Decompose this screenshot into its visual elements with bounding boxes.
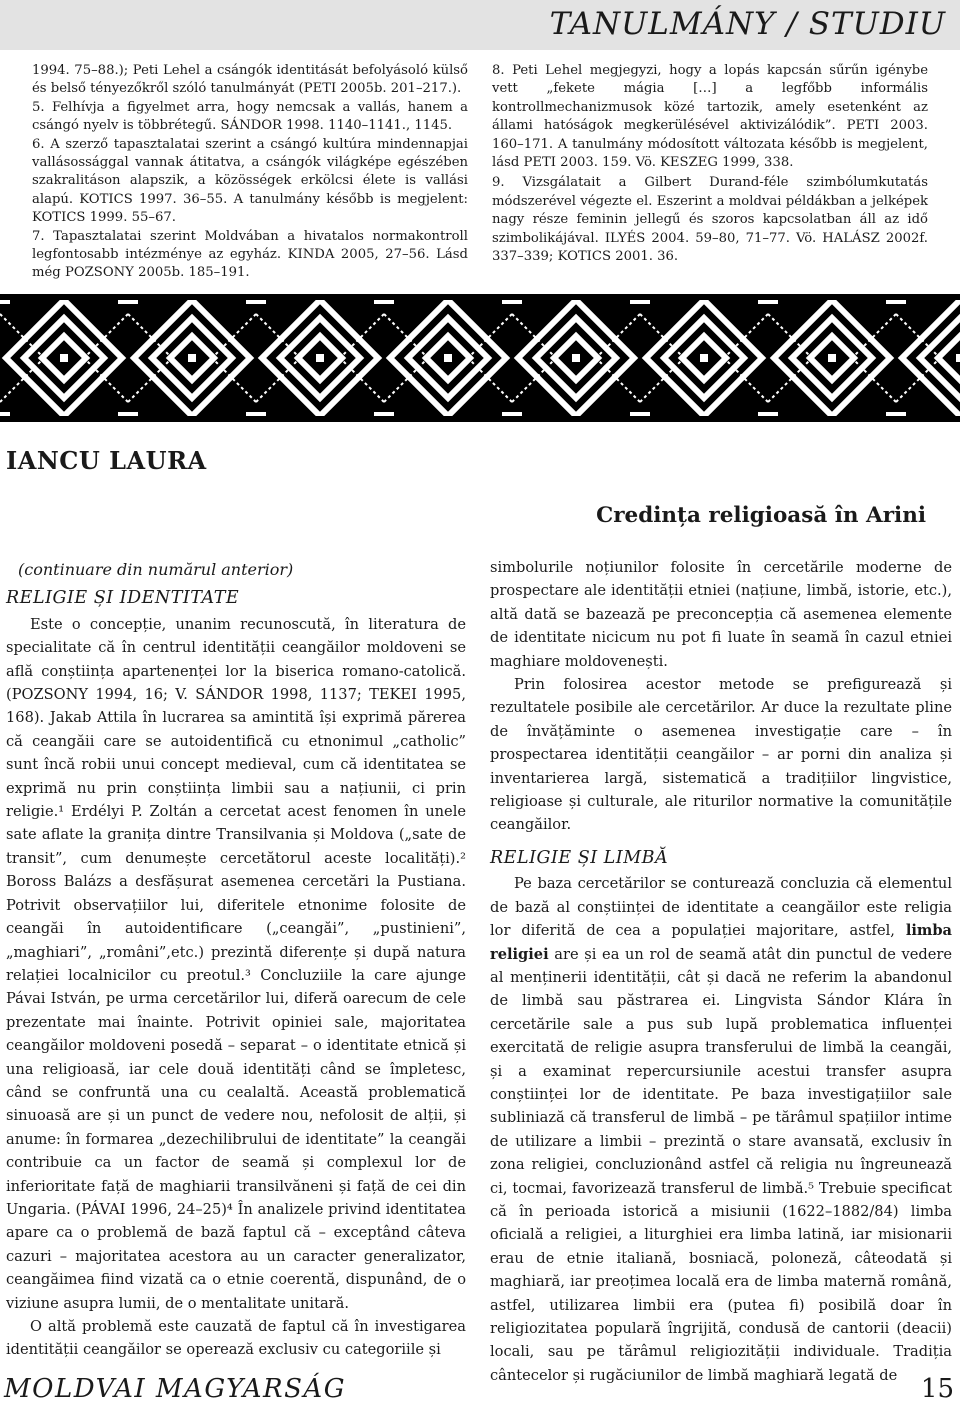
paragraph: Prin folosirea acestor metode se prefigurează și rezultatele posibile ale cercetărilor. Ar duce la rezultate pline de învățăminte o asemenea investigație care – în prospectarea identității ceangăilor – ar porni din analiza și inventarierea largă, sistematică a tradițiilor lingvistice, religioase și culturale, ale riturilor normative la comunitățile ceangăilor. xyxy=(490,676,952,834)
footnotes-left xyxy=(32,62,468,283)
page-number: 15 xyxy=(920,1374,954,1404)
section-header: TANULMÁNY / STUDIU xyxy=(549,6,946,42)
footnote: 8. Peti Lehel megjegyzi, hogy a lopás kapcsán sűrűn igénybe vett „fekete mágia […] a legfőbb informális kontrollmechanizmusok közé tartozik, amely esetenként az állami hatóságok megkerülésével aktivizálódik”. PETI 2003. 160–171. A tanulmány módosított változata később is megjelent, lásd PETI 2003. 159. Vö. KESZEG 1999, 338. xyxy=(492,63,928,171)
continuation-note: (continuare din numărul anterior) xyxy=(18,560,294,579)
text-run: Pe baza cercetărilor se conturează concluzia că elementul de bază al conștiinței de identitate a ceangăilor este religia lor diferită de cea a populației majoritare, astfel, xyxy=(490,875,952,940)
folk-pattern-image xyxy=(0,294,960,422)
folk-pattern-band xyxy=(0,294,960,422)
text-run: are și ea un rol de seamă atât din punctul de vedere al menținerii identității, cât și dacă ne referim la abandonul de limbă sau păstrarea ei. Lingvista Sándor Klára în cercetările sale a pus sub lupă problematica influenței exercitată de religie asupra transferului de limbă la ceangăi, și a examinat repercursiunile acestui transfer asupra conștiinței lor de identitate. Pe baza investigațiilor sale subliniază că transferul de limbă – pe tărâmul spațiilor intime de utilizare a limbii – prezintă o stare avansată, exclusiv în zona religiei, concluzionând astfel că religia nu îngreunează ci, tocmai, favorizează transferul de limbă.⁵ Trebuie specificat că în perioada istorică a misiunii (1622–1882/84) limba oficială a religiei, a liturghiei era limba latină, iar misionarii erau de etnie italiană, bosniacă, poloneză, câteodată și maghiară, iar preoțimea locală era de limba maternă română, astfel, utilizarea limbii era (putea fi) posibilă doar în religiozitatea populară îngrijită, condusă de cantorii (deacii) locali, sau pe tărâmul religiozității individuale. Tradiția cântecelor și rugăciunilor de limbă maghiară legată de xyxy=(490,945,952,1384)
article-column-right xyxy=(490,556,952,1387)
paragraph: Este o concepție, unanim recunoscută, în literatura de specialitate că în centrul identității ceangăilor moldoveni se află conștiința apartenenței lor la biserica romano-catolică. (POZSONY 1994, 16; V. SÁNDOR 1998, 1137; TEKEI 1995, 168). Jakab Attila în lucrarea sa amintită își exprimă părerea că ceangăii care se autoidentifică cu etnonimul „catholic” sunt încă robii unui concept medieval, cum că identitatea se exprimă nu prin conștiința limbii sau a națiunii, ci prin religie.¹ Erdélyi P. Zoltán a cercetat acest fenomen în unele sate aflate la granița dintre Transilvania și Moldova („sate de transit”, cum denumește cercetătorul aceste localități).² Boross Balázs a desfășurat asemenea cercetări la Pustiana. Potrivit observațiilor lui, diferitele etnonime folosite de ceangăi în autoidentificare („ceangăi”, „pustinieni”, „maghiari”, „români”,etc.) prezintă diferențe și după natura relației localnicilor cu preotul.³ Concluziile la care ajunge Pávai István, pe urma cercetărilor lui, diferă oarecum de cele prezentate mai înainte. Potrivit opiniei sale, majoritatea ceangăilor moldoveni posedă – separat – o identitate etnică și una religioasă, iar cele două identități când se împletesc, când se confruntă una cu cealaltă. Această problematică sinuoasă are și un punct de vedere nou, nefolosit de alții, și anume: în formarea „dezechilibrului de identitate” la ceangăi contribuie ca un factor de seamă și complexul lor de inferioritate față de maghiarii transilvăneni și față de cei din Ungaria. (PÁVAI 1996, 24–25)⁴ În analizele privind identitatea apare ca o problemă de bază faptul că – exceptând câteva cazuri – majoritatea acestora au un caracter generalizator, ceangăimea fiind vizată ca o etnie coerentă, dispunând, de o viziune asupra lumii, de o mentalitate unitară. xyxy=(6,615,466,1312)
footnote: 1994. 75–88.); Peti Lehel a csángók identitását befolyásoló külső és belső tényezőkről szóló tanulmányát (PETI 2005b. 201–217.). xyxy=(32,63,468,97)
paragraph: simbolurile noțiunilor folosite în cercetările moderne de prospectare ale identității etniei (națiune, limbă, istorie, etc.), altă dată se bazează pe preconcepția că asemenea elemente de identitate nicicum nu pot fi luate în seamă în cazul etniei maghiare moldovenești. xyxy=(490,559,952,670)
paragraph xyxy=(490,872,952,1387)
footnote: 6. A szerző tapasztalatai szerint a csángó kultúra mindennapjai vallásossággal vannak átitatva, a csángók világképe egészében szakralitáson alapszik, a közösségek erkölcsi élete is vallási alapú. KOTICS 1997. 36–55. A tanulmány később is megjelent: KOTICS 1999. 55–67. xyxy=(32,136,468,226)
section-heading: RELIGIE ȘI LIMBĂ xyxy=(490,847,669,868)
footnote: 5. Felhívja a figyelmet arra, hogy nemcsak a vallás, hanem a csángó nyelv is többrétegű. SÁNDOR 1998. 1140–1141., 1145. xyxy=(32,99,468,134)
journal-name: MOLDVAI MAGYARSÁG xyxy=(4,1374,346,1404)
section-heading: RELIGIE ȘI IDENTITATE xyxy=(6,588,240,609)
article-column-left xyxy=(6,556,466,1362)
article-title: Credința religioasă în Arini xyxy=(596,503,926,528)
footnotes-right xyxy=(492,62,928,266)
footnote: 9. Vizsgálatait a Gilbert Durand-féle szimbólumkutatás módszerével végezte el. Eszerint a moldvai példákban a jelképek nagy része feminin jellegű és szoros kapcsolatban áll az idő szimbolikájával. ILYÉS 2004. 59–80, 71–77. Vö. HALÁSZ 2002f. 337–339; KOTICS 2001. 36. xyxy=(492,175,928,265)
bold-phrase: limba religiei xyxy=(490,922,953,963)
footnote: 7. Tapasztalatai szerint Moldvában a hivatalos normakontroll legfontosabb intézménye az egyház. KINDA 2005, 27–56. Lásd még POZSONY 2005b. 185–191. xyxy=(32,228,468,281)
article-author: IANCU LAURA xyxy=(6,446,207,475)
paragraph: O altă problemă este cauzată de faptul că în investigarea identității ceangăilor se operează exclusiv cu categoriile și xyxy=(6,1318,466,1359)
